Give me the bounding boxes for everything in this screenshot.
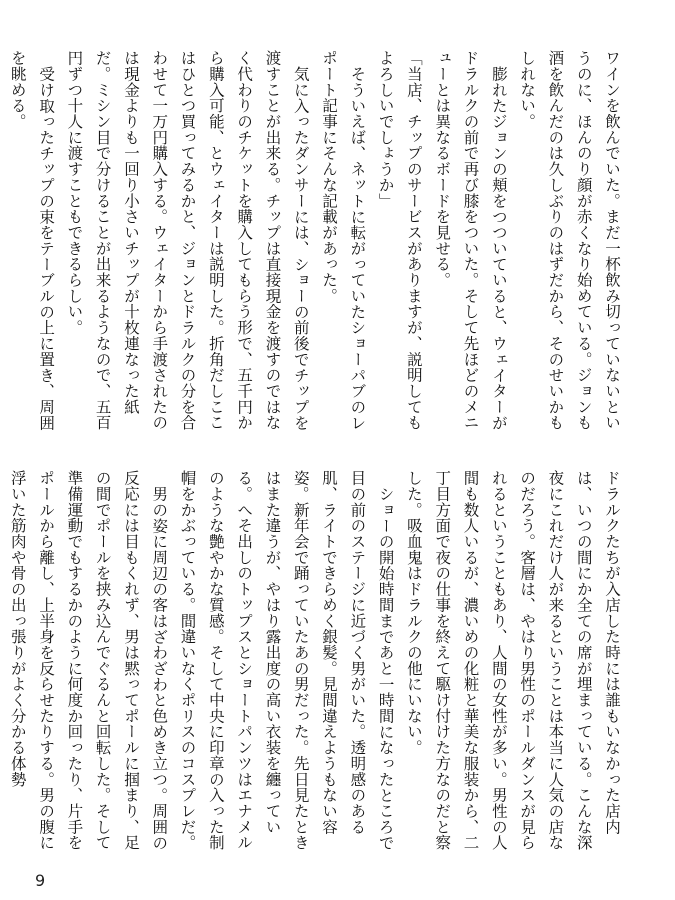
paragraph-7: ドラルクたちが入店した時には誰もいなかった店内は、いつの間にか全ての席が埋まっている。こんな深夜にこれだけ人が来るということは本当に人気の店なのだろう。客層は、やはり男性のポールダンスが見られるということもあり、人間の女性が多い。男性の人間も数人いるが、濃いめの化粧と華美な服装から、二丁目方面で夜の仕事を終えて駆け付けた方なのだと察した。吸血鬼はドラルクの他にいない。 [404, 470, 621, 851]
paragraph-5: 気に入ったダンサーには、ショーの前後でチップを渡すことが出来る。チップは直接現金を渡すのではなく代わりのチケットを購入してもらう形で、五千円から購入可能、とウェイターは説明した。折角だしここはひとつ買ってみるかと、ジョンとドラルクの分を合わせて一万円購入する。ウェイターから手渡されたのは現金よりも一回り小さいチップが十枚連なった紙だ。ミシン目で分けることが出来るようなので、五百円ずつ十人に渡すこともできるらしい。 [65, 50, 310, 431]
paragraph-9: 男の姿に周辺の客はざわざわと色めき立つ。周囲の反応には目もくれず、男は黙ってポールに掴まり、足の間でポールを挟み込んでぐるんと回転した。そして準備運動でもするかのように何度か回ったり、片手をポールから離し、上半身を反らせたりする。男の腹に浮いた筋肉や骨の出っ張りがよく分かる体勢 [8, 470, 169, 851]
upper-text-block [8, 50, 626, 442]
paragraph-3-dialogue: 「当店、チップのサービスがありますが、説明してもよろしいでしょうか」 [376, 50, 423, 431]
paragraph-6: 受け取ったチップの束をテーブルの上に置き、周囲を眺める。 [8, 50, 56, 431]
paragraph-1: ワインを飲んでいた。まだ一杯飲み切っていないというのに、ほんのり顔が赤くなり始めている。ジョンも酒を飲んだのは久しぶりのはずだから、そのせいかもしれない。 [518, 50, 621, 431]
paragraph-2: 膨れたジョンの頬をつついていると、ウェイターがドラルクの前で再び膝をついた。そして先ほどのメニューとは異なるボードを見せる。 [433, 50, 508, 431]
paragraph-8: ショーの開始時間まであと一時間になったところで目の前のステージに近づく男がいた。透明感のある肌、ライトできらめく銀髪。見間違えようもない容姿。新年会で踊っていたあの男だった。先日見たときはまた違うが、やはり露出度の高い衣装を纏っている。へそ出しのトップスとショートパンツはエナメルのような艶やかな質感。そして中央に印章の入った制帽をかぶっている。間違いなくポリスのコスプレだ。 [178, 470, 395, 851]
lower-text-block [8, 470, 626, 862]
paragraph-4: そういえば、ネットに転がっていたショーパブのレポート記事にそんな記載があった。 [320, 50, 367, 431]
page-number: 9 [35, 871, 46, 890]
